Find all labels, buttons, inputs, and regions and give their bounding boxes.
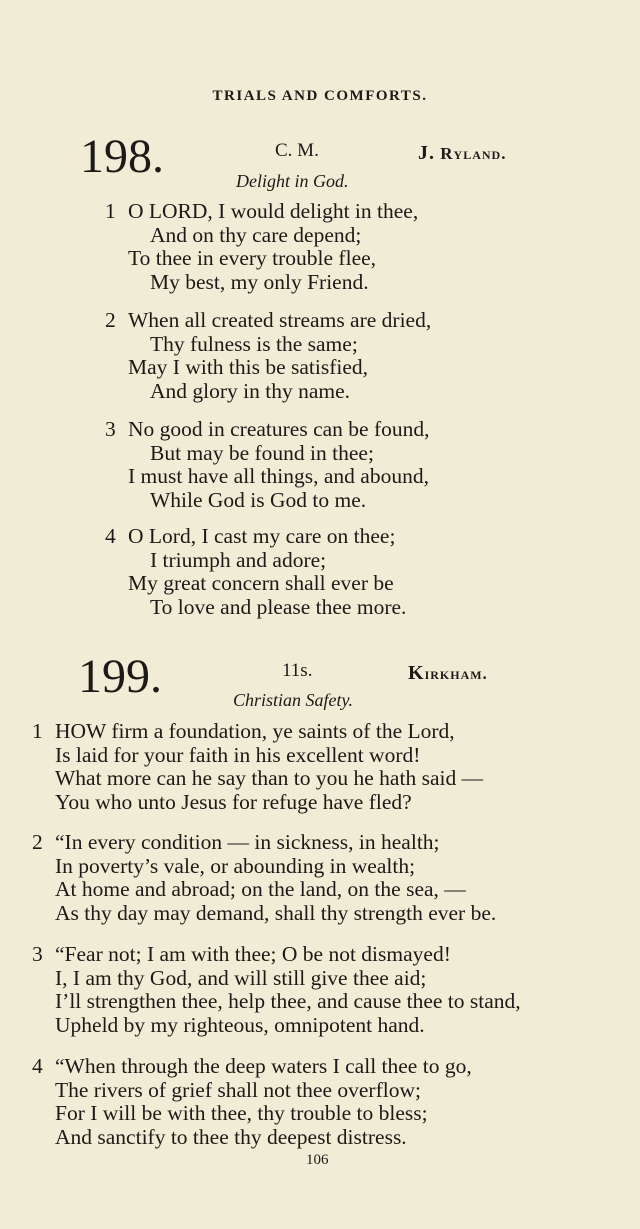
stanza-number: 4 bbox=[32, 1054, 43, 1078]
stanza-number: 3 bbox=[105, 417, 116, 441]
hymn-meter: C. M. bbox=[275, 140, 319, 161]
verse-line: I’ll strengthen thee, help thee, and cause thee to stand, bbox=[55, 989, 521, 1014]
verse-line: To love and please thee more. bbox=[150, 594, 407, 619]
hymn-subtitle: Delight in God. bbox=[236, 171, 349, 191]
stanza-number: 1 bbox=[105, 199, 116, 223]
page-number: 106 bbox=[306, 1152, 329, 1168]
verse-line: I triumph and adore; bbox=[150, 547, 327, 572]
verse-line: “Fear not; I am with thee; O be not dismayed! bbox=[55, 942, 451, 966]
stanza-number: 1 bbox=[32, 719, 43, 743]
verse-line: But may be found in thee; bbox=[150, 440, 374, 465]
stanza-number: 2 bbox=[32, 830, 43, 854]
verse-line: My great concern shall ever be bbox=[128, 571, 394, 596]
hymn-subtitle: Christian Safety. bbox=[233, 690, 354, 710]
verse-line: To thee in every trouble flee, bbox=[128, 246, 377, 271]
stanza-number: 4 bbox=[105, 524, 116, 548]
verse-line: Is laid for your faith in his excellent word! bbox=[55, 742, 421, 767]
verse-line: I must have all things, and abound, bbox=[128, 464, 429, 489]
verse-line: O LORD, I would delight in thee, bbox=[128, 199, 419, 223]
verse-line: O Lord, I cast my care on thee; bbox=[128, 524, 396, 548]
verse-line: What more can he say than to you he hath said — bbox=[55, 766, 484, 791]
verse-line: As thy day may demand, shall thy strength ever be. bbox=[55, 900, 497, 925]
verse-line: “When through the deep waters I call thee to go, bbox=[55, 1054, 472, 1078]
verse-line: For I will be with thee, thy trouble to bless; bbox=[55, 1101, 428, 1126]
verse-line: No good in creatures can be found, bbox=[128, 417, 430, 441]
verse-line: The rivers of grief shall not thee overflow; bbox=[55, 1077, 421, 1102]
stanza-number: 2 bbox=[105, 308, 116, 332]
verse-line: Upheld by my righteous, omnipotent hand. bbox=[55, 1012, 425, 1037]
hymn-number: 199. bbox=[78, 650, 162, 703]
verse-line: HOW firm a foundation, ye saints of the Lord, bbox=[55, 719, 455, 743]
hymn-author: J. Ryland. bbox=[418, 142, 507, 164]
hymn-meter: 11s. bbox=[282, 660, 313, 681]
verse-line: At home and abroad; on the land, on the sea, — bbox=[55, 877, 466, 902]
verse-line: You who unto Jesus for refuge have fled? bbox=[55, 789, 412, 814]
verse-line: While God is God to me. bbox=[150, 487, 367, 512]
verse-line: In poverty’s vale, or abounding in wealth; bbox=[55, 853, 416, 878]
verse-line: And sanctify to thee thy deepest distress. bbox=[55, 1124, 407, 1149]
verse-line: When all created streams are dried, bbox=[128, 308, 432, 332]
verse-line: I, I am thy God, and will still give thee aid; bbox=[55, 965, 427, 990]
verse-line: My best, my only Friend. bbox=[150, 269, 369, 294]
stanza-number: 3 bbox=[32, 942, 43, 966]
running-head: TRIALS AND COMFORTS. bbox=[212, 88, 428, 104]
verse-line: Thy fulness is the same; bbox=[150, 331, 358, 356]
verse-line: “In every condition — in sickness, in health; bbox=[55, 830, 440, 854]
verse-line: And glory in thy name. bbox=[150, 378, 351, 403]
hymn-author: Kirkham. bbox=[408, 662, 488, 684]
hymn-number: 198. bbox=[80, 130, 164, 183]
verse-line: And on thy care depend; bbox=[150, 222, 362, 247]
verse-line: May I with this be satisfied, bbox=[128, 355, 369, 380]
